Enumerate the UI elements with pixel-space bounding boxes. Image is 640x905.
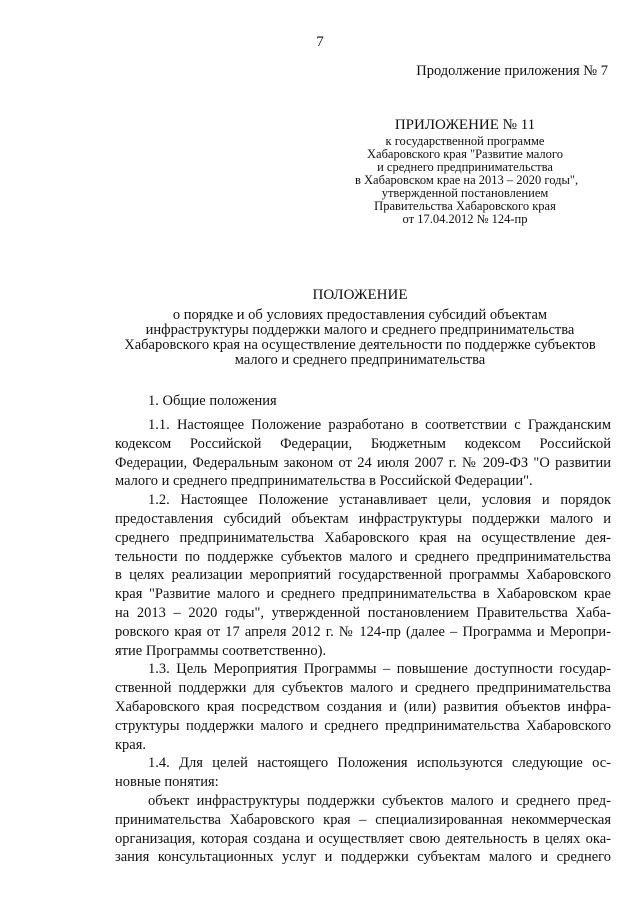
document-title-block [100,286,620,368]
paragraph-line: организация, которая создана и осуществляет свою деятельность в целях ока- [115,830,611,847]
paragraph-line: ственной поддержки для субъектов малого и среднего предпринимательства [115,680,611,697]
appendix-continuation-note: Продолжение приложения № 7 [416,63,608,79]
appendix-line: Хабаровского края "Развитие малого [367,147,563,161]
appendix-line: в Хабаровском крае на 2013 – 2020 годы", [355,173,579,187]
document-title: ПОЛОЖЕНИЕ [312,287,408,303]
appendix-line: и среднего предпринимательства [377,160,553,174]
paragraph-line: ровского края от 17 апреля 2012 г. № 124-пр (далее – Программа и Меропри- [115,623,611,640]
section-heading: 1. Общие положения [148,393,277,409]
appendix-line: к государственной программе [385,134,545,148]
paragraph-line: среднего предпринимательства Хабаровского края на осуществление дея- [115,529,611,546]
appendix-header-block [355,116,579,226]
appendix-line: от 17.04.2012 № 124-пр [402,212,528,226]
paragraph-line: малого и среднего предпринимательства в Российской Федерации". [115,473,533,490]
paragraph-line: 1.4. Для целей настоящего Положения используются следующие ос- [148,755,611,772]
paragraph-line: зания консультационных услуг и поддержки субъектам малого и среднего [115,849,611,866]
document-subtitle-line: инфраструктуры поддержки малого и среднего предпринимательства [145,322,575,338]
paragraph [115,416,611,491]
paragraph [115,660,611,754]
document-subtitle-line: о порядке и об условиях предоставления субсидий объектам [172,307,548,323]
paragraph-line: объект инфраструктуры поддержки субъектов малого и среднего пред- [148,792,611,809]
paragraph-line: 1.1. Настоящее Положение разработано в соответствии с Гражданским [148,417,611,433]
paragraph-line: тельности по поддержке субъектов малого и среднего предпринимательства [115,548,611,565]
paragraph-line: края. [115,736,147,753]
page-number: 7 [316,34,324,50]
paragraph-line: на 2013 – 2020 годы", утвержденной постановлением Правительства Хаба- [115,604,611,621]
paragraph-line: предоставления субсидий объектам инфраструктуры поддержки малого и [115,510,611,527]
appendix-title: ПРИЛОЖЕНИЕ № 11 [394,117,536,133]
paragraph-line: 1.3. Цель Мероприятия Программы – повышение доступности государ- [148,661,611,678]
paragraph [115,754,611,792]
document-subtitle-line: Хабаровского края на осуществление деятельности по поддержке субъектов [124,337,596,353]
paragraph-line: структуры поддержки малого и среднего предпринимательства Хабаровского [115,717,611,734]
paragraph-line: новные понятия: [115,774,219,791]
paragraph-line: края "Развитие малого и среднего предпринимательства в Хабаровском крае [115,586,611,603]
appendix-line: Правительства Хабаровского края [374,199,556,213]
document-subtitle-line: малого и среднего предпринимательства [234,352,486,368]
paragraph-line: ятие Программы соответственно). [115,642,327,659]
paragraph-line: кодексом Российской Федерации, Бюджетным кодексом Российской [115,435,611,452]
paragraph-line: Хабаровского края посредством создания и (или) развития объектов инфра- [115,698,611,715]
paragraph [115,792,611,867]
paragraph [115,491,611,660]
paragraph-line: 1.2. Настоящее Положение устанавливает цели, условия и порядок [148,492,611,509]
section-body [115,416,611,867]
paragraph-line: принимательства Хабаровского края – специализированная некоммерческая [115,811,611,828]
paragraph-line: Федерации, Федеральным законом от 24 июля 2007 г. № 209-ФЗ "О развитии [115,454,611,471]
paragraph-line: в целях реализации мероприятий государственной программы Хабаровского [115,567,611,584]
appendix-line: утвержденной постановлением [381,186,549,200]
